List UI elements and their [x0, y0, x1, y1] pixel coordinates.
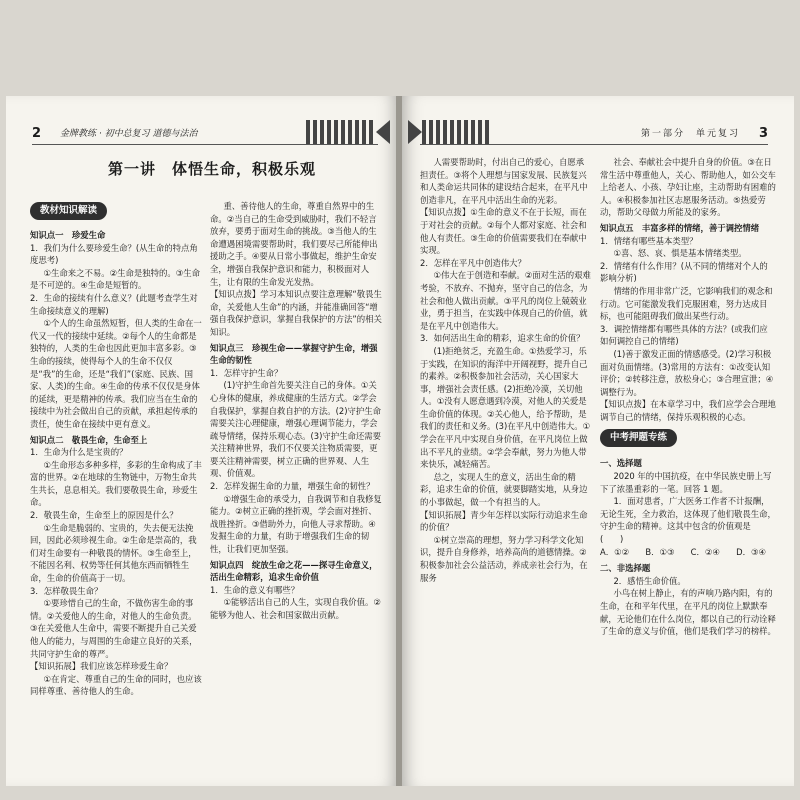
- question: 3．如何活出生命的精彩，追求生命的价值？: [420, 333, 585, 344]
- answer-choices: [600, 546, 776, 559]
- note-paragraph: 【知识点拨】在本章学习中，我们应学会合理地调节自己的情绪，保持乐观积极的心态。: [600, 399, 776, 422]
- paragraph: 2．感悟生命价值。: [613, 575, 686, 586]
- paragraph: (1)守护生命首先要关注自己的身体。①关心身体的健康，养成健康的生活方式。②学会自我保护，掌握自救自护的方法。(2)守护生命需要关注心理健康，增强心理调节能力，学会疏导情绪，保持乐观心态。(3)守护生命还需要关注精神世界，我们不仅要关注物质需要，更要关注精神需要，树立正确的世界观、人生观、价值观。: [210, 380, 381, 479]
- exercise-heading: 一、选择题: [600, 458, 642, 469]
- right-column-1: [420, 156, 592, 778]
- header-stripes-icon: [306, 120, 376, 144]
- question: 2．怎样发掘生命的力量，增强生命的韧性？: [210, 481, 375, 492]
- question: 2．敬畏生命，生命至上的原因是什么？: [30, 510, 178, 521]
- paragraph: 小鸟在树上静止，有的声响乃路内阳，有的生命，在和平年代里，在平凡的岗位上默默奉献，无论他们在什么岗位，都以自己的行动诠释了生命的意义与价值，他们是我们学习的榜样。: [600, 588, 776, 637]
- left-column-2: [210, 200, 382, 780]
- section-banner: 中考押题专练: [600, 429, 677, 447]
- paragraph: ①能够活出自己的人生，实现自我价值。②能够为他人、社会和国家做出贡献。: [210, 597, 381, 620]
- paragraph: 2020 年的中国抗疫，在中华民族史册上写下了浓墨重彩的一笔。回答 1 题。: [600, 471, 772, 494]
- left-column-1: [30, 200, 202, 780]
- question: 2．生命的接续有什么意义？(此题考查学生对生命接续意义的理解): [30, 292, 198, 316]
- knowledge-point-heading: 知识点四 绽放生命之花——探寻生命意义，活出生命精彩，追求生命价值: [210, 559, 378, 583]
- paragraph: ①树立崇高的理想，努力学习科学文化知识，提升自身修养，培养高尚的道德情操。②积极参加社会公益活动，养成亲社会行为，在服务: [420, 534, 588, 583]
- running-head-text: 第一部分 单元复习: [640, 129, 740, 139]
- knowledge-point-heading: 知识点五 丰富多样的情绪，善于调控情绪: [600, 222, 760, 233]
- question: 1．怎样守护生命？: [210, 367, 283, 378]
- right-page: [402, 96, 794, 786]
- page-number: 2: [32, 126, 42, 141]
- left-page: [6, 96, 398, 786]
- paragraph: 人需要帮助时，付出自己的爱心，自愿承担责任。③将个人理想与国家发展、民族复兴和人类命运共同体的建设结合起来，在平凡中创造非凡，在平凡中活出生命的光彩。: [420, 157, 588, 205]
- paragraph: (1)善于激发正面的情感感受。(2)学习积极面对负面情绪。(3)常用的方法有：①改变认知评价；②转移注意，放松身心；③合理宣泄；④调整行为。: [600, 348, 774, 397]
- right-column-2: [600, 156, 776, 778]
- exercise-heading: 二、非选择题: [600, 563, 651, 574]
- question: 1．情绪有哪些基本类型？: [600, 235, 698, 246]
- note-paragraph: 【知识拓展】青少年怎样以实际行动追求生命的价值？: [420, 509, 588, 533]
- question: 2．情绪有什么作用？(从不同的情绪对个人的影响分析): [600, 260, 768, 284]
- knowledge-point-heading: 知识点三 珍视生命——掌握守护生命，增强生命的韧性: [210, 342, 378, 366]
- book-spread: [6, 96, 794, 786]
- question: 1．我们为什么要珍爱生命？(从生命的特点角度思考): [30, 242, 198, 266]
- paragraph: ①生命形态多种多样，多彩的生命构成了丰富的世界。②在地球的生物链中，万物生命共生共长，息息相关。我们要敬畏生命，珍爱生命。: [30, 459, 202, 508]
- answer-choice: A．①②: [600, 546, 630, 557]
- answer-choice: C．②④: [690, 546, 720, 557]
- answer-choice: B．①③: [645, 546, 675, 557]
- header-arrow-icon: [376, 120, 390, 144]
- question: 1．生命的意义有哪些？: [210, 584, 300, 595]
- knowledge-point-heading: 知识点一 珍爱生命: [30, 230, 106, 240]
- question: 2．怎样在平凡中创造伟大？: [420, 257, 526, 268]
- paragraph: 社会、奉献社会中提升自身的价值。③在日常生活中尊重他人，关心、帮助他人，如公交车上给老人、小孩、孕妇让座，主动帮助有困难的人。④积极参加社区志愿服务活动。⑤热爱劳动，帮助父母做力所能及的家务。: [600, 157, 776, 218]
- paragraph: 1．面对患者，广大医务工作者不计报酬，无论生死，全力救治，这体现了他们敬畏生命，守护生命的精神。这其中包含的价值观是 ( ): [600, 496, 776, 545]
- page-number: 3: [758, 126, 768, 141]
- running-head-text: 金牌教练 · 初中总复习 道德与法治: [60, 129, 198, 139]
- paragraph: ①伟大在于创造和奉献。②面对生活的艰难考验，不放弃、不抛弃，坚守自己的信念，为社会和他人做出贡献。③平凡的岗位上兢兢业业，勇于担当，在实践中体现自己的价值，就是在平凡中创造伟大。: [420, 270, 591, 331]
- paragraph: ①要珍惜自己的生命，不做伤害生命的事情。②关爱他人的生命，对他人的生命负责。③在关爱他人生命中，需要不断提升自己关爱他人的能力，与周围的生命建立良好的关系，共同守护生命的尊严。: [30, 598, 198, 659]
- header-stripes-icon: [422, 120, 492, 144]
- paragraph: ①在肯定、尊重自己的生命的同时，也应该同样尊重、善待他人的生命。: [30, 673, 202, 697]
- question: 3．怎样敬畏生命？: [30, 585, 103, 596]
- section-banner: 教材知识解读: [30, 202, 107, 220]
- paragraph: (1)拒绝贫乏，充盈生命。①热爱学习，乐于实践，在知识的海洋中开阔视野，提升自己的素养。②积极参加社会活动，关心国家大事，增强社会责任感。(2)拒绝冷漠，关切他人。①没有人愿意遇到冷漠，对他人的关爱是生命价值的体现。②关心他人，给予帮助，是我们的责任和义务。(3)在平凡中创造伟大。①学会在平凡中实现自身价值，在平凡岗位上做出不平凡的业绩。②学会奉献，努力为他人带来快乐，减轻痛苦。: [420, 345, 591, 470]
- note-paragraph: 【知识点拨】学习本知识点要注意理解“敬畏生命，关爱他人生命”的内涵，并能准确回答“增强自我保护意识，掌握自我保护的方法”的相关知识。: [210, 289, 382, 337]
- paragraph: 情绪的作用非常广泛，它影响我们的观念和行动。它可能激发我们克服困难，努力达成目标，也可能阻碍我们做出某些行动。: [600, 285, 773, 322]
- paragraph: ①生命来之不易。②生命是独特的。③生命是不可逆的。④生命是短暂的。: [30, 267, 200, 291]
- question: 1．生命为什么是宝贵的？: [30, 447, 128, 458]
- paragraph: ①喜、怒、哀、惧是基本情绪类型。: [613, 248, 747, 259]
- paragraph: 重、善待他人的生命，尊重自然界中的生命。②当自己的生命受到威胁时，我们不轻言放弃，要勇于面对生命的挑战。③当他人的生命遭遇困境需要帮助时，我们要尽己所能伸出援助之手。④要从日常小事做起，维护生命安全，增强自我保护意识和能力，积极面对人生，让有限的生命发光发热。: [210, 201, 378, 287]
- paragraph: 总之，实现人生的意义，活出生命的精彩，追求生命的价值，就要脚踏实地，从身边的小事做起，做一个有担当的人。: [420, 471, 588, 508]
- lesson-title: 第一讲 体悟生命，积极乐观: [107, 160, 316, 178]
- knowledge-point-heading: 知识点二 敬畏生命，生命至上: [30, 434, 148, 445]
- header-arrow-icon: [408, 120, 422, 144]
- note-paragraph: 【知识点拨】①生命的意义不在于长短，而在于对社会的贡献。②每个人都对家庭、社会和他人有责任。③生命的价值需要我们在奉献中实现。: [420, 207, 587, 256]
- note-paragraph: 【知识拓展】我们应该怎样珍爱生命？: [30, 661, 173, 672]
- paragraph: ①增强生命的承受力，自我调节和自我修复能力。②树立正确的挫折观，学会面对挫折、战胜挫折。③借助外力，向他人寻求帮助。④发掘生命的力量，有助于增强我们生命的韧性，让我们更加坚强。: [210, 493, 382, 555]
- answer-choice: D．③④: [736, 546, 766, 557]
- paragraph: ①个人的生命虽然短暂，但人类的生命在一代又一代的接续中延续。②每个人的生命都是独特的，人类的生命也因此更加丰富多彩。③生命的接续，使得每个人的生命不仅仅是“我”的生命，还是“我们”(家庭、民族、国家、人类)的生命。④生命的传承不仅仅是身体的延续，更是精神的传承。我们应当在生命的接续中为社会做出自己的贡献，承担起传承的责任，使生命在接续中更有意义。: [30, 318, 202, 429]
- paragraph: ①生命是脆弱的、宝贵的，失去便无法挽回，因此必须珍视生命。②生命是崇高的，我们对生命要有一种敬畏的情怀。③生命至上，不能因名利、权势等任何其他东西而牺牲生命，生命的价值高于一切。: [30, 522, 197, 584]
- question: 3．调控情绪都有哪些具体的方法？(或我们应如何调控自己的情绪): [600, 323, 768, 347]
